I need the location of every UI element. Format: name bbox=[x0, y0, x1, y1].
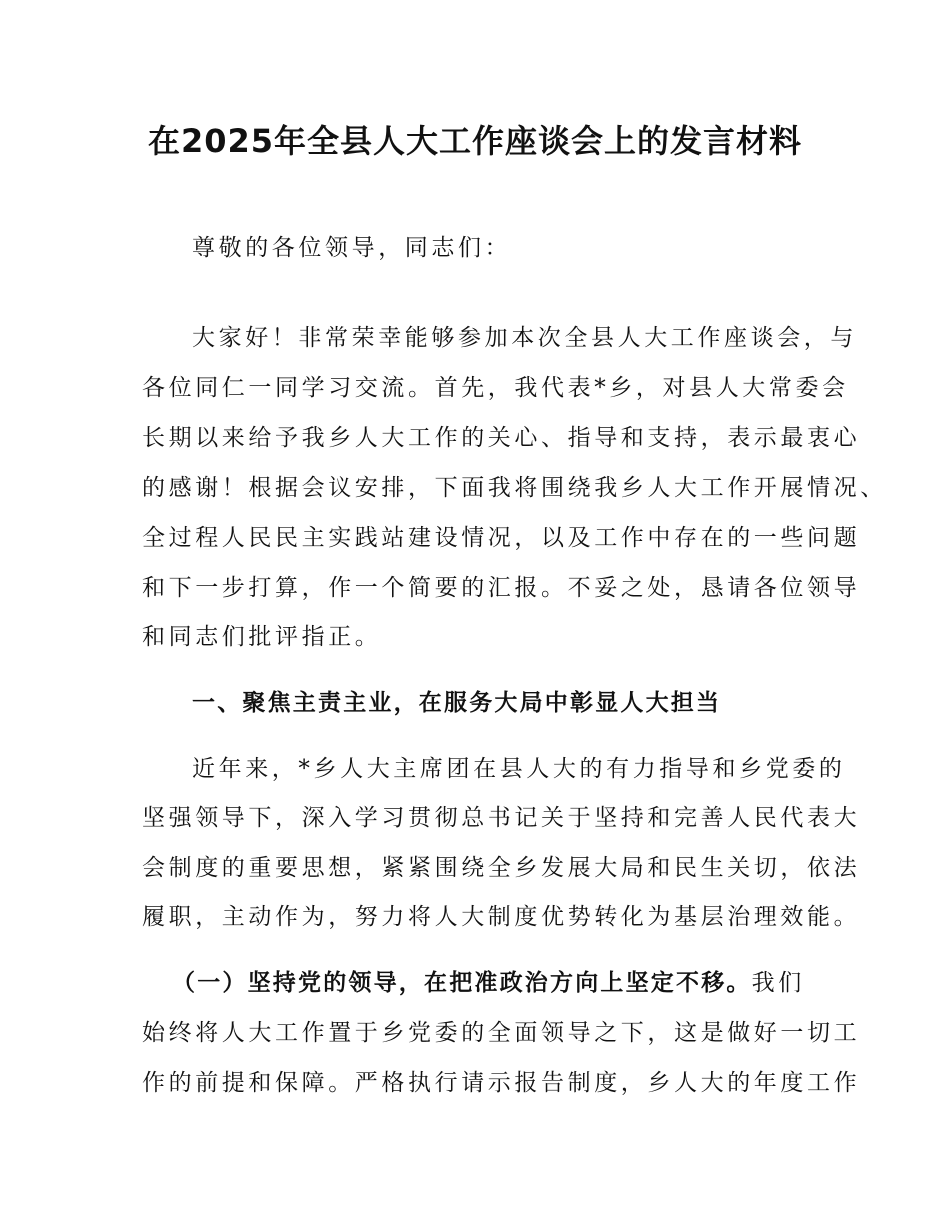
text-run: 我们 bbox=[751, 970, 805, 996]
text-line: 全过程人民民主实践站建设情况，以及工作中存在的一些问题 bbox=[142, 525, 861, 551]
text-line: 各位同仁一同学习交流。首先，我代表*乡，对县人大常委会 bbox=[142, 375, 849, 401]
document-title: 在2025年全县人大工作座谈会上的发言材料 bbox=[147, 122, 803, 160]
text-line: 近年来，*乡人大主席团在县人大的有力指导和乡党委的 bbox=[192, 756, 846, 782]
text-line: 的感谢！根据会议安排，下面我将围绕我乡人大工作开展情况、 bbox=[142, 475, 887, 501]
text-line: 会制度的重要思想，紧紧围绕全乡发展大局和民生关切，依法 bbox=[142, 855, 861, 881]
text-line bbox=[172, 968, 805, 998]
text-line: 履职，主动作为，努力将人大制度优势转化为基层治理效能。 bbox=[142, 904, 861, 930]
section-heading: 一、聚焦主责主业，在服务大局中彰显人大担当 bbox=[192, 690, 722, 716]
subsection-heading: （一）坚持党的领导，在把准政治方向上坚定不移。 bbox=[172, 970, 752, 996]
text-line: 作的前提和保障。严格执行请示报告制度，乡人大的年度工作 bbox=[142, 1070, 861, 1096]
salutation: 尊敬的各位领导，同志们： bbox=[192, 235, 512, 261]
text-line: 坚强领导下，深入学习贯彻总书记关于坚持和完善人民代表大 bbox=[142, 805, 861, 831]
text-line: 始终将人大工作置于乡党委的全面领导之下，这是做好一切工 bbox=[142, 1020, 861, 1046]
text-line: 和下一步打算，作一个简要的汇报。不妥之处，恳请各位领导 bbox=[142, 575, 861, 601]
text-line: 大家好！非常荣幸能够参加本次全县人大工作座谈会，与 bbox=[192, 325, 857, 351]
text-line: 和同志们批评指正。 bbox=[142, 624, 382, 650]
text-line: 长期以来给予我乡人大工作的关心、指导和支持，表示最衷心 bbox=[142, 425, 861, 451]
